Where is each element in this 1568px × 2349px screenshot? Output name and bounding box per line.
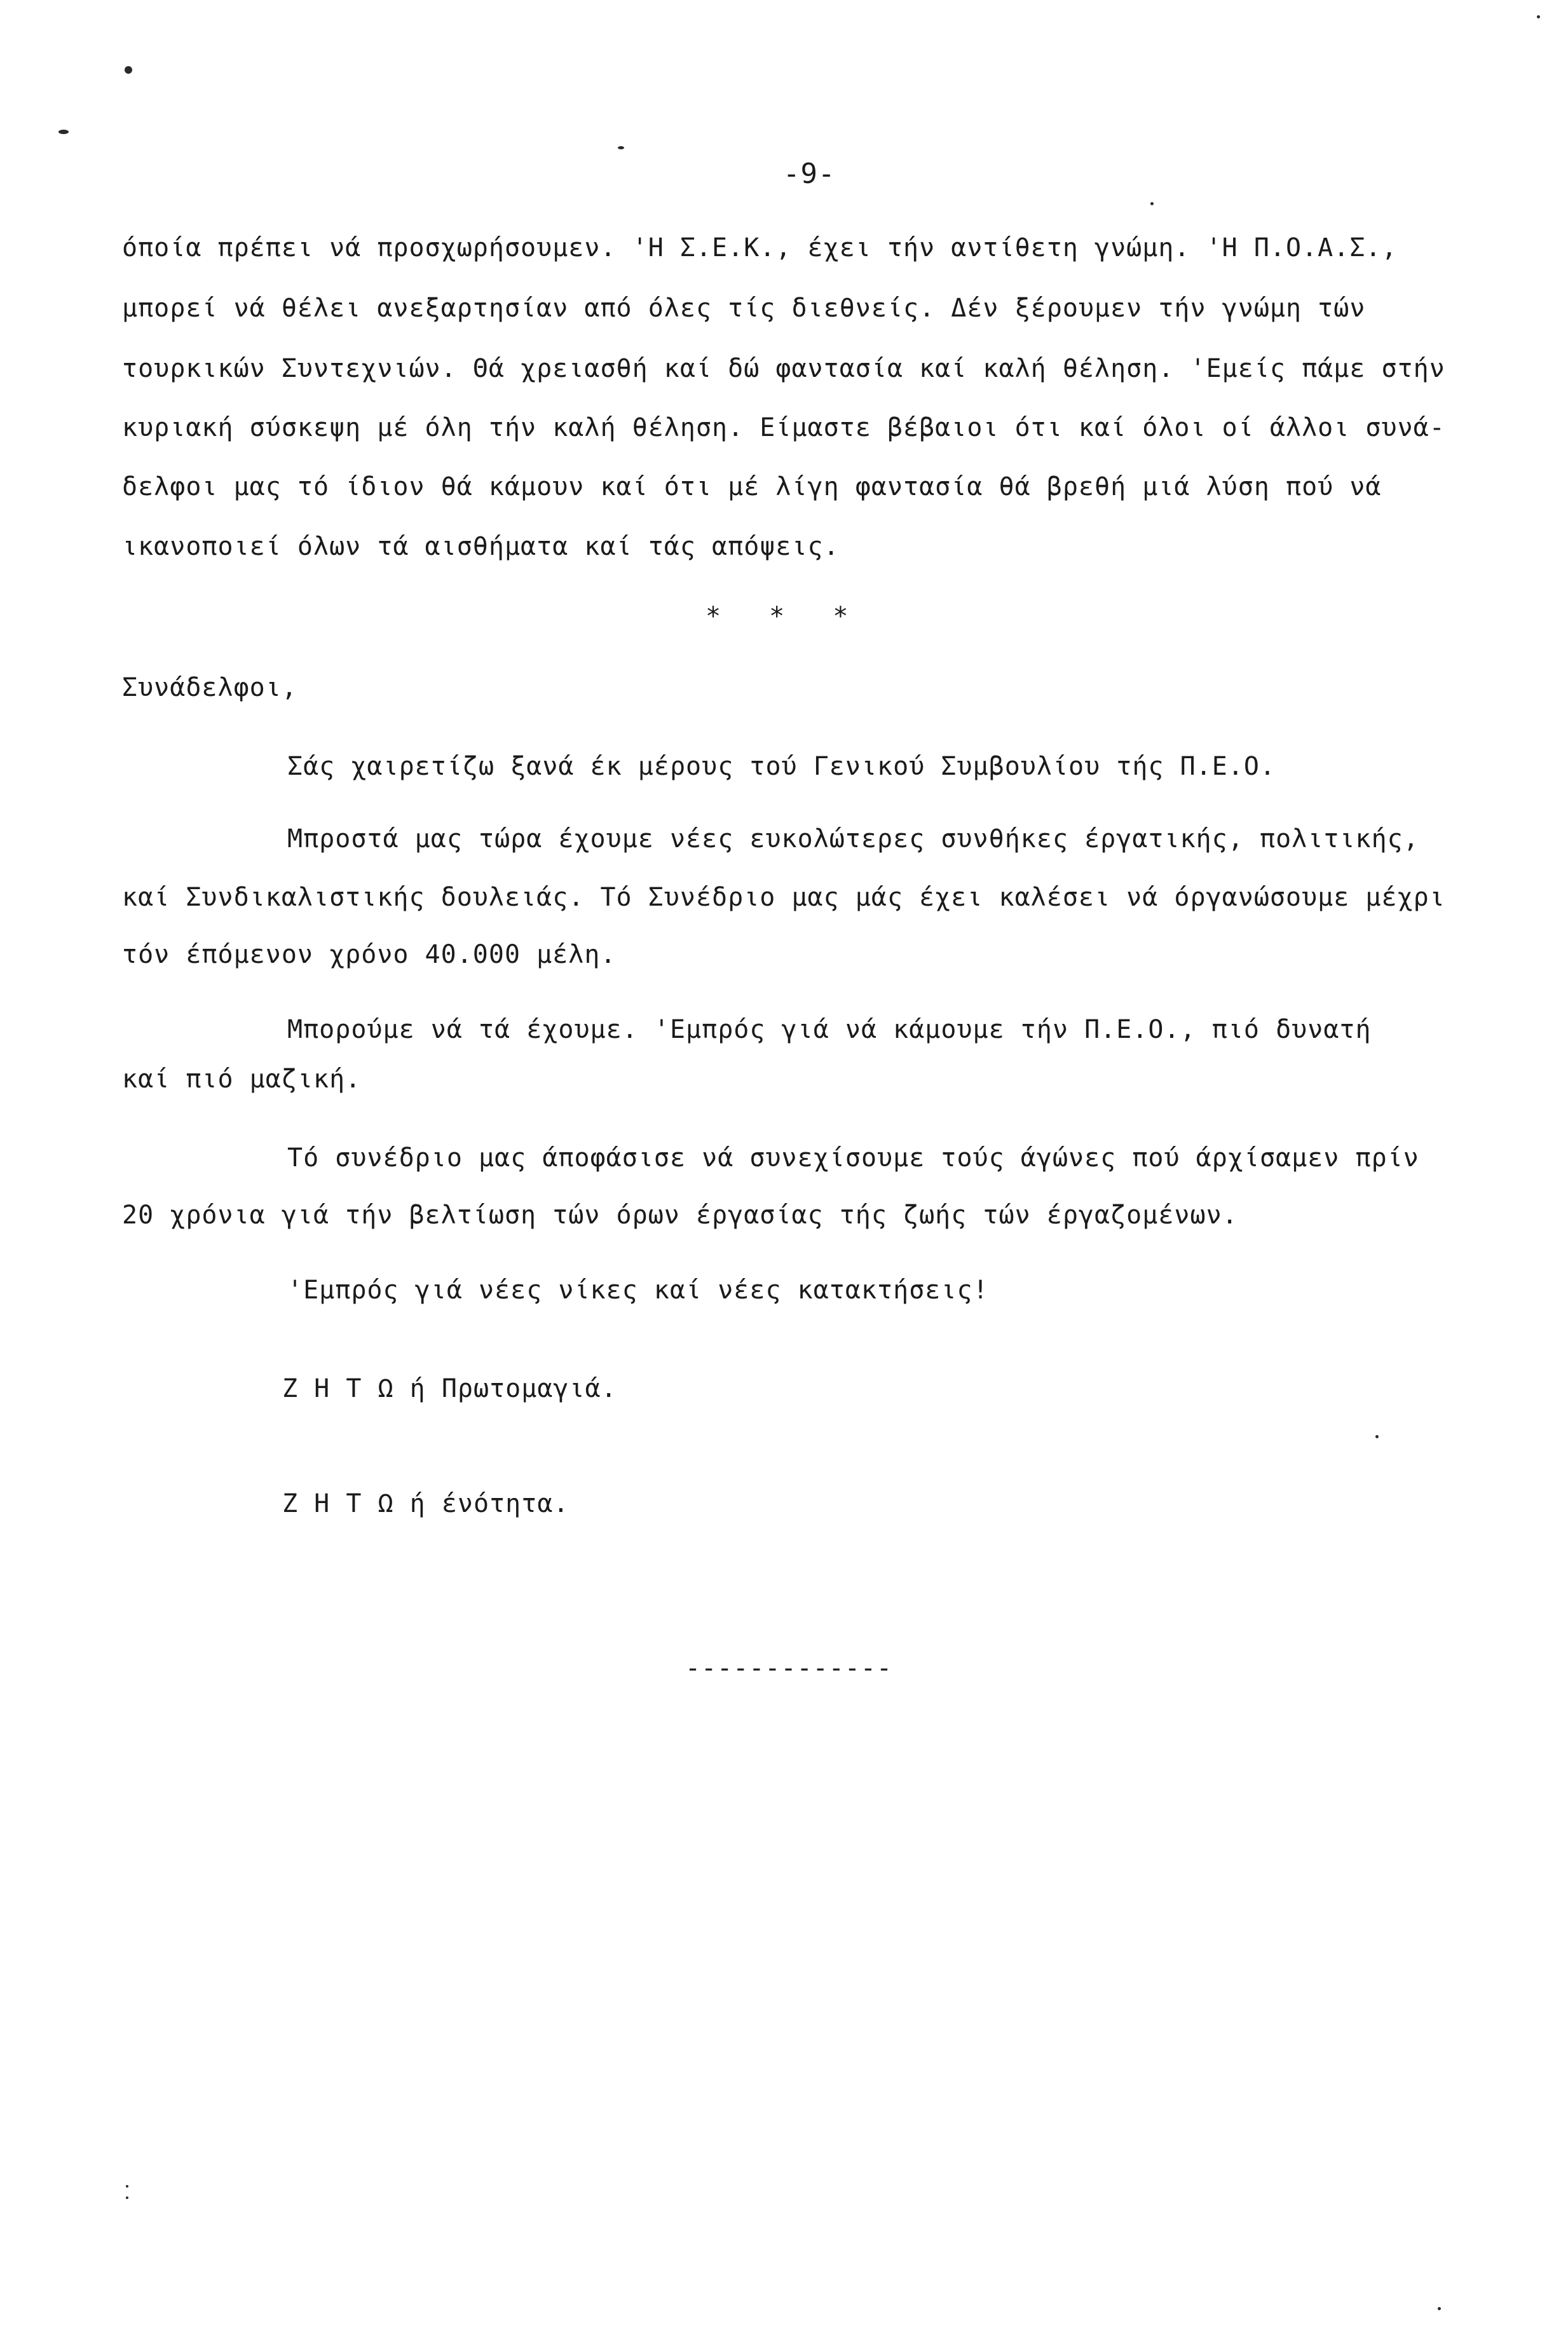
paragraph-1-line-3: τουρκικών Συντεχνιών. Θά χρειασθή καί δώ φαντασία καί καλή θέληση. 'Εμείς πάμε στήν [122, 354, 1445, 383]
paragraph-6: 'Εμπρός γιά νέες νίκες καί νέες κατακτήσεις! [287, 1276, 989, 1305]
paragraph-4-line-2: καί πιό μαζική. [122, 1065, 362, 1094]
paragraph-4-line-1: Μπορούμε νά τά έχουμε. 'Εμπρός γιά νά κάμουμε τήν Π.Ε.Ο., πιό δυνατή [287, 1015, 1372, 1044]
paragraph-1-line-1: όποία πρέπει νά προσχωρήσουμεν. 'Η Σ.Ε.Κ., έχει τήν αντίθετη γνώμη. 'Η Π.Ο.Α.Σ., [122, 233, 1398, 262]
paragraph-1-line-6: ικανοποιεί όλων τά αισθήματα καί τάς απόψεις. [122, 532, 840, 561]
scan-speck [125, 66, 132, 74]
paragraph-5-line-2: 20 χρόνια γιά τήν βελτίωση τών όρων έργασίας τής ζωής τών έργαζομένων. [122, 1201, 1238, 1230]
paragraph-2: Σάς χαιρετίζω ξανά έκ μέρους τού Γενικού Συμβουλίου τής Π.Ε.Ο. [287, 752, 1276, 781]
scan-speck [618, 146, 624, 149]
paragraph-5-line-1: Τό συνέδριο μας άποφάσισε νά συνεχίσουμε τούς άγώνες πού άρχίσαμεν πρίν [287, 1143, 1419, 1173]
section-separator: * * * [706, 602, 849, 631]
page-number: -9- [783, 158, 836, 190]
scan-speck [1150, 202, 1154, 205]
scan-speck [126, 2185, 128, 2188]
paragraph-3-line-3: τόν έπόμενον χρόνο 40.000 μέλη. [122, 940, 617, 969]
paragraph-3-line-2: καί Συνδικαλιστικής δουλειάς. Τό Συνέδριο μας μάς έχει καλέσει νά όργανώσουμε μέχρι [122, 883, 1445, 912]
salutation: Συνάδελφοι, [122, 673, 297, 702]
cheer-line-1: Ζ Η Τ Ω ή Πρωτομαγιά. [282, 1374, 617, 1403]
scan-speck [1537, 15, 1540, 18]
scan-speck [58, 130, 69, 134]
scan-speck [126, 2196, 128, 2199]
paragraph-1-line-4: κυριακή σύσκεψη μέ όλη τήν καλή θέληση. Είμαστε βέβαιοι ότι καί όλοι οί άλλοι συνά- [122, 413, 1445, 442]
paragraph-3-line-1: Μπροστά μας τώρα έχουμε νέες ευκολώτερες συνθήκες έργατικής, πολιτικής, [287, 824, 1419, 854]
scan-speck [1375, 1435, 1379, 1438]
scan-speck [1438, 2307, 1441, 2310]
end-rule: ------------- [685, 1654, 893, 1683]
paragraph-1-line-5: δελφοι μας τό ίδιον θά κάμουν καί ότι μέ λίγη φαντασία θά βρεθή μιά λύση πού νά [122, 472, 1382, 501]
cheer-line-2: Ζ Η Τ Ω ή ένότητα. [282, 1489, 569, 1518]
paragraph-1-line-2: μπορεί νά θέλει ανεξαρτησίαν από όλες τίς διεθνείς. Δέν ξέρουμεν τήν γνώμη τών [122, 294, 1366, 323]
